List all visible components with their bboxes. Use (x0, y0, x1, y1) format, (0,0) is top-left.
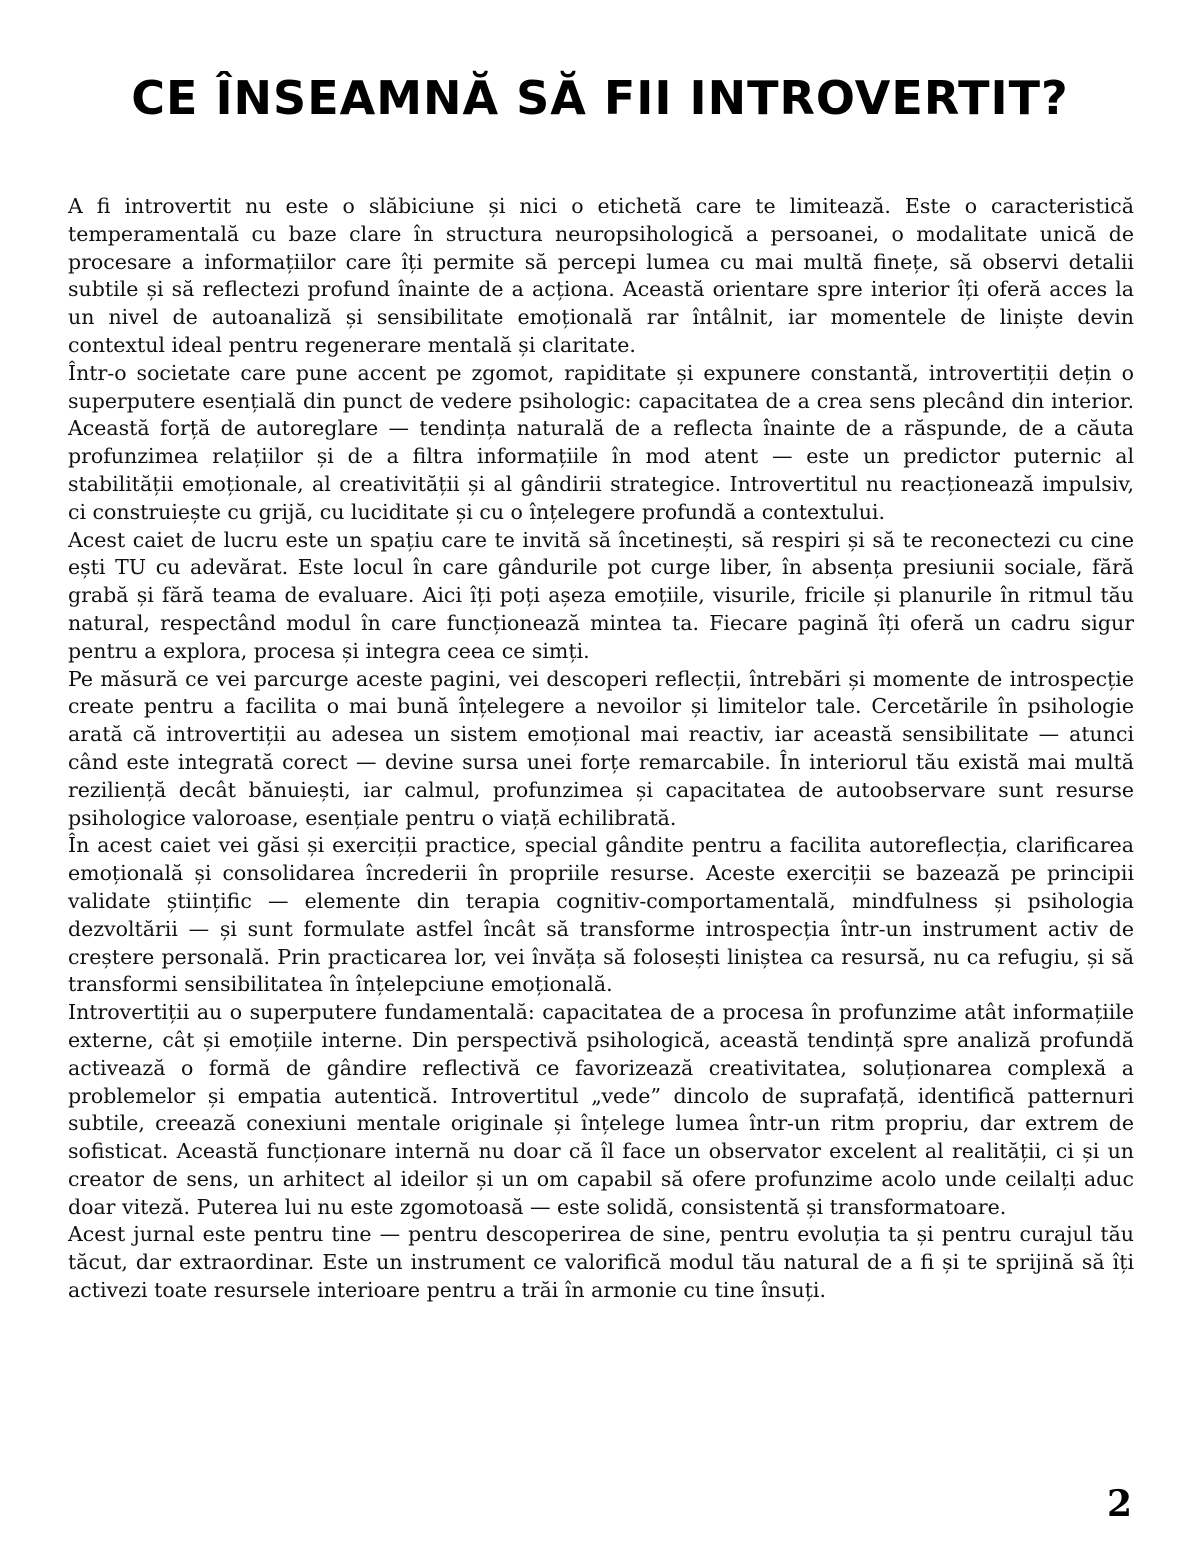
paragraph-5: În acest caiet vei găsi și exerciții practice, special gândite pentru a facilita autoreflecția, clarificarea emoțională și consolidarea încrederii în propriile resurse. Aceste exerciții se bazează pe principii validate științific — elemente din terapia cognitiv-comportamentală, mindfulness și psihologia dezvoltării — și sunt formulate astfel încât să transforme introspecția într-un instrument activ de creștere personală. Prin practicarea lor, vei învăța să folosești liniștea ca resursă, nu ca refugiu, și să transformi sensibilitatea în înțelepciune emoțională. (68, 833, 1134, 997)
paragraph-3: Acest caiet de lucru este un spațiu care te invită să încetinești, să respiri și să te reconectezi cu cine ești TU cu adevărat. Este locul în care gândurile pot curge liber, în absența presiunii sociale, fără grabă și fără teama de evaluare. Aici îți poți așeza emoțiile, visurile, fricile și planurile în ritmul tău natural, respectând modul în care funcționează mintea ta. Fiecare pagină îți oferă un cadru sigur pentru a explora, procesa și integra ceea ce simți. (68, 527, 1134, 663)
page-title: CE ÎNSEAMNĂ SĂ FII INTROVERTIT? (131, 71, 1069, 125)
paragraph-4: Pe măsură ce vei parcurge aceste pagini, vei descoperi reflecții, întrebări și momente de introspecție create pentru a facilita o mai bună înțelegere a nevoilor și limitelor tale. Cercetările în psihologie arată că introvertiții au adesea un sistem emoțional mai reactiv, iar această sensibilitate — atunci când este integrată corect — devine sursa unei forțe remarcabile. În interiorul tău există mai multă reziliență decât bănuiești, iar calmul, profunzimea și capacitatea de autoobservare sunt resurse psihologice valoroase, esențiale pentru o viață echilibrată. (68, 666, 1134, 830)
page-number: 2 (1106, 1483, 1132, 1525)
paragraph-1: A fi introvertit nu este o slăbiciune și nici o etichetă care te limitează. Este o caracteristică temperamentală cu baze clare în structura neuropsihologică a persoanei, o modalitate unică de procesare a informațiilor care îți permite să percepi lumea cu mai multă finețe, să observi detalii subtile și să reflectezi profund înainte de a acționa. Această orientare spre interior îți oferă acces la un nivel de autoanaliză și sensibilitate emoțională rar întâlnit, iar momentele de liniște devin contextul ideal pentru regenerare mentală și claritate. (68, 194, 1134, 357)
body-text (68, 193, 1134, 1305)
paragraph-7: Acest jurnal este pentru tine — pentru descoperirea de sine, pentru evoluția ta și pentru curajul tău tăcut, dar extraordinar. Este un instrument ce valorifică modul tău natural de a fi și te sprijină să îți activezi toate resursele interioare pentru a trăi în armonie cu tine însuți. (68, 1222, 1134, 1303)
paragraph-6: Introvertiții au o superputere fundamentală: capacitatea de a procesa în profunzime atât informațiile externe, cât și emoțiile interne. Din perspectivă psihologică, această tendință spre analiză profundă activează o formă de gândire reflectivă ce favorizează creativitatea, soluționarea complexă a problemelor și empatia autentică. Introvertitul „vede” dincolo de suprafață, identifică patternuri subtile, creează conexiuni mentale originale și înțelege lumea într-un ritm propriu, dar extrem de sofisticat. Această funcționare internă nu doar că îl face un observator excelent al realității, ci și un creator de sens, un arhitect al ideilor și un om capabil să ofere profunzime acolo unde ceilalți aduc doar viteză. Puterea lui nu este zgomotoasă — este solidă, consistentă și transformatoare. (68, 1000, 1134, 1219)
paragraph-2: Într-o societate care pune accent pe zgomot, rapiditate și expunere constantă, introvertiții dețin o superputere esențială din punct de vedere psihologic: capacitatea de a crea sens plecând din interior. Această forță de autoreglare — tendința naturală de a reflecta înainte de a răspunde, de a căuta profunzimea relațiilor și de a filtra informațiile în mod atent — este un predictor puternic al stabilității emoționale, al creativității și al gândirii strategice. Introvertitul nu reacționează impulsiv, ci construiește cu grijă, cu luciditate și cu o înțelegere profundă a contextului. (68, 360, 1134, 524)
